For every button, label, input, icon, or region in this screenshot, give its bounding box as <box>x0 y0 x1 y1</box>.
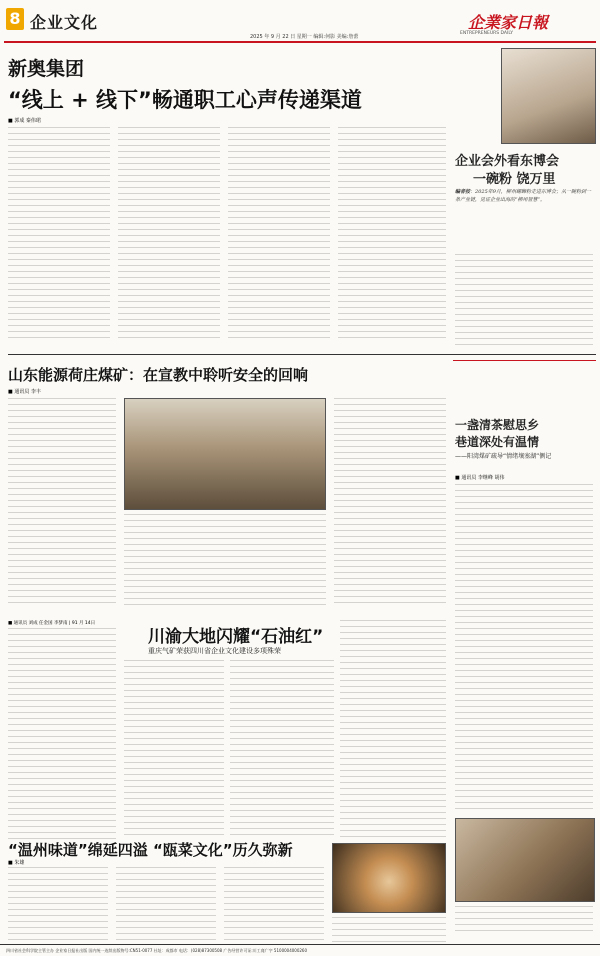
page-number-badge: 8 <box>6 8 24 30</box>
sidebar-1-photo <box>501 48 596 144</box>
sidebar-1 <box>453 48 596 354</box>
sidebar-2-rule <box>453 360 596 361</box>
article-3-byline: ■ 通讯员 刘成 任金国 李梦南 | 91 月 14日 <box>8 621 96 626</box>
sidebar-1-title-line2: 一碗粉 饶万里 <box>473 172 556 187</box>
sidebar-1-intro: 编者按：2025年9月，柳州螺蛳粉走进东博会；从一碗粉到一条产业链，见证企业出海的“柳州智慧”。 <box>455 189 591 203</box>
article-4-photo <box>332 843 446 913</box>
article-2-photo <box>124 398 326 510</box>
article-1 <box>8 48 448 348</box>
sidebar-2-title-line1: 一盏清茶慰思乡 <box>455 418 540 432</box>
sidebar-2-title-line2: 巷道深处有温情 <box>455 435 540 449</box>
article-1-byline: ■ 郭成 秦伟珺 <box>8 118 41 124</box>
date-line: 2025 年 9 月 22 日 星期一 编辑:何影 美编:詹蕾 <box>250 34 359 40</box>
brand-logo: 企業家日報 <box>468 13 549 32</box>
footer-text: 四川省社会科学院主管主办 企业家日报社出版 国内统一连续出版物号:CN51-0077 社址：成都市 电话：(028)87300508 广告经营许可证:川工商广字 5100004000260 <box>6 948 308 953</box>
sidebar-2-photo <box>455 818 595 902</box>
article-4 <box>8 841 448 943</box>
sidebar-2-subtitle: ——阳湾煤矿疏导“情绪壤塞湖”侧记 <box>455 453 552 460</box>
article-3-subtitle: 重庆气矿荣获四川省企业文化建设多项殊荣 <box>148 647 281 655</box>
brand-english: ENTREPRENEURS DAILY <box>460 31 513 36</box>
article-1-body <box>8 127 448 339</box>
sidebar-1-title-line1: 企业会外看东博会 <box>455 154 560 169</box>
article-3-title: 川渝大地闪耀“石油红” <box>148 627 324 647</box>
footer <box>0 944 600 956</box>
header-rule <box>4 41 596 43</box>
header <box>0 0 600 44</box>
sidebar-2 <box>453 360 596 940</box>
article-1-title-line2: “线上 + 线下”畅通职工心声传递渠道 <box>8 88 362 112</box>
article-1-title-line1: 新奥集团 <box>8 58 85 80</box>
divider-1 <box>8 354 596 355</box>
article-2 <box>8 358 448 618</box>
article-2-title: 山东能源荷庄煤矿：在宣教中聆听安全的回响 <box>8 366 309 384</box>
article-4-title: “温州味道”绵延四溢 “瓯菜文化”历久弥新 <box>8 841 293 859</box>
sidebar-2-byline: ■ 通讯员 李继峰 胡伟 <box>455 475 505 481</box>
section-title: 企业文化 <box>30 13 99 32</box>
article-4-byline: ■ 朱雄 <box>8 860 25 866</box>
article-3 <box>8 620 448 850</box>
article-2-byline: ■ 通讯员 李丰 <box>8 389 41 395</box>
